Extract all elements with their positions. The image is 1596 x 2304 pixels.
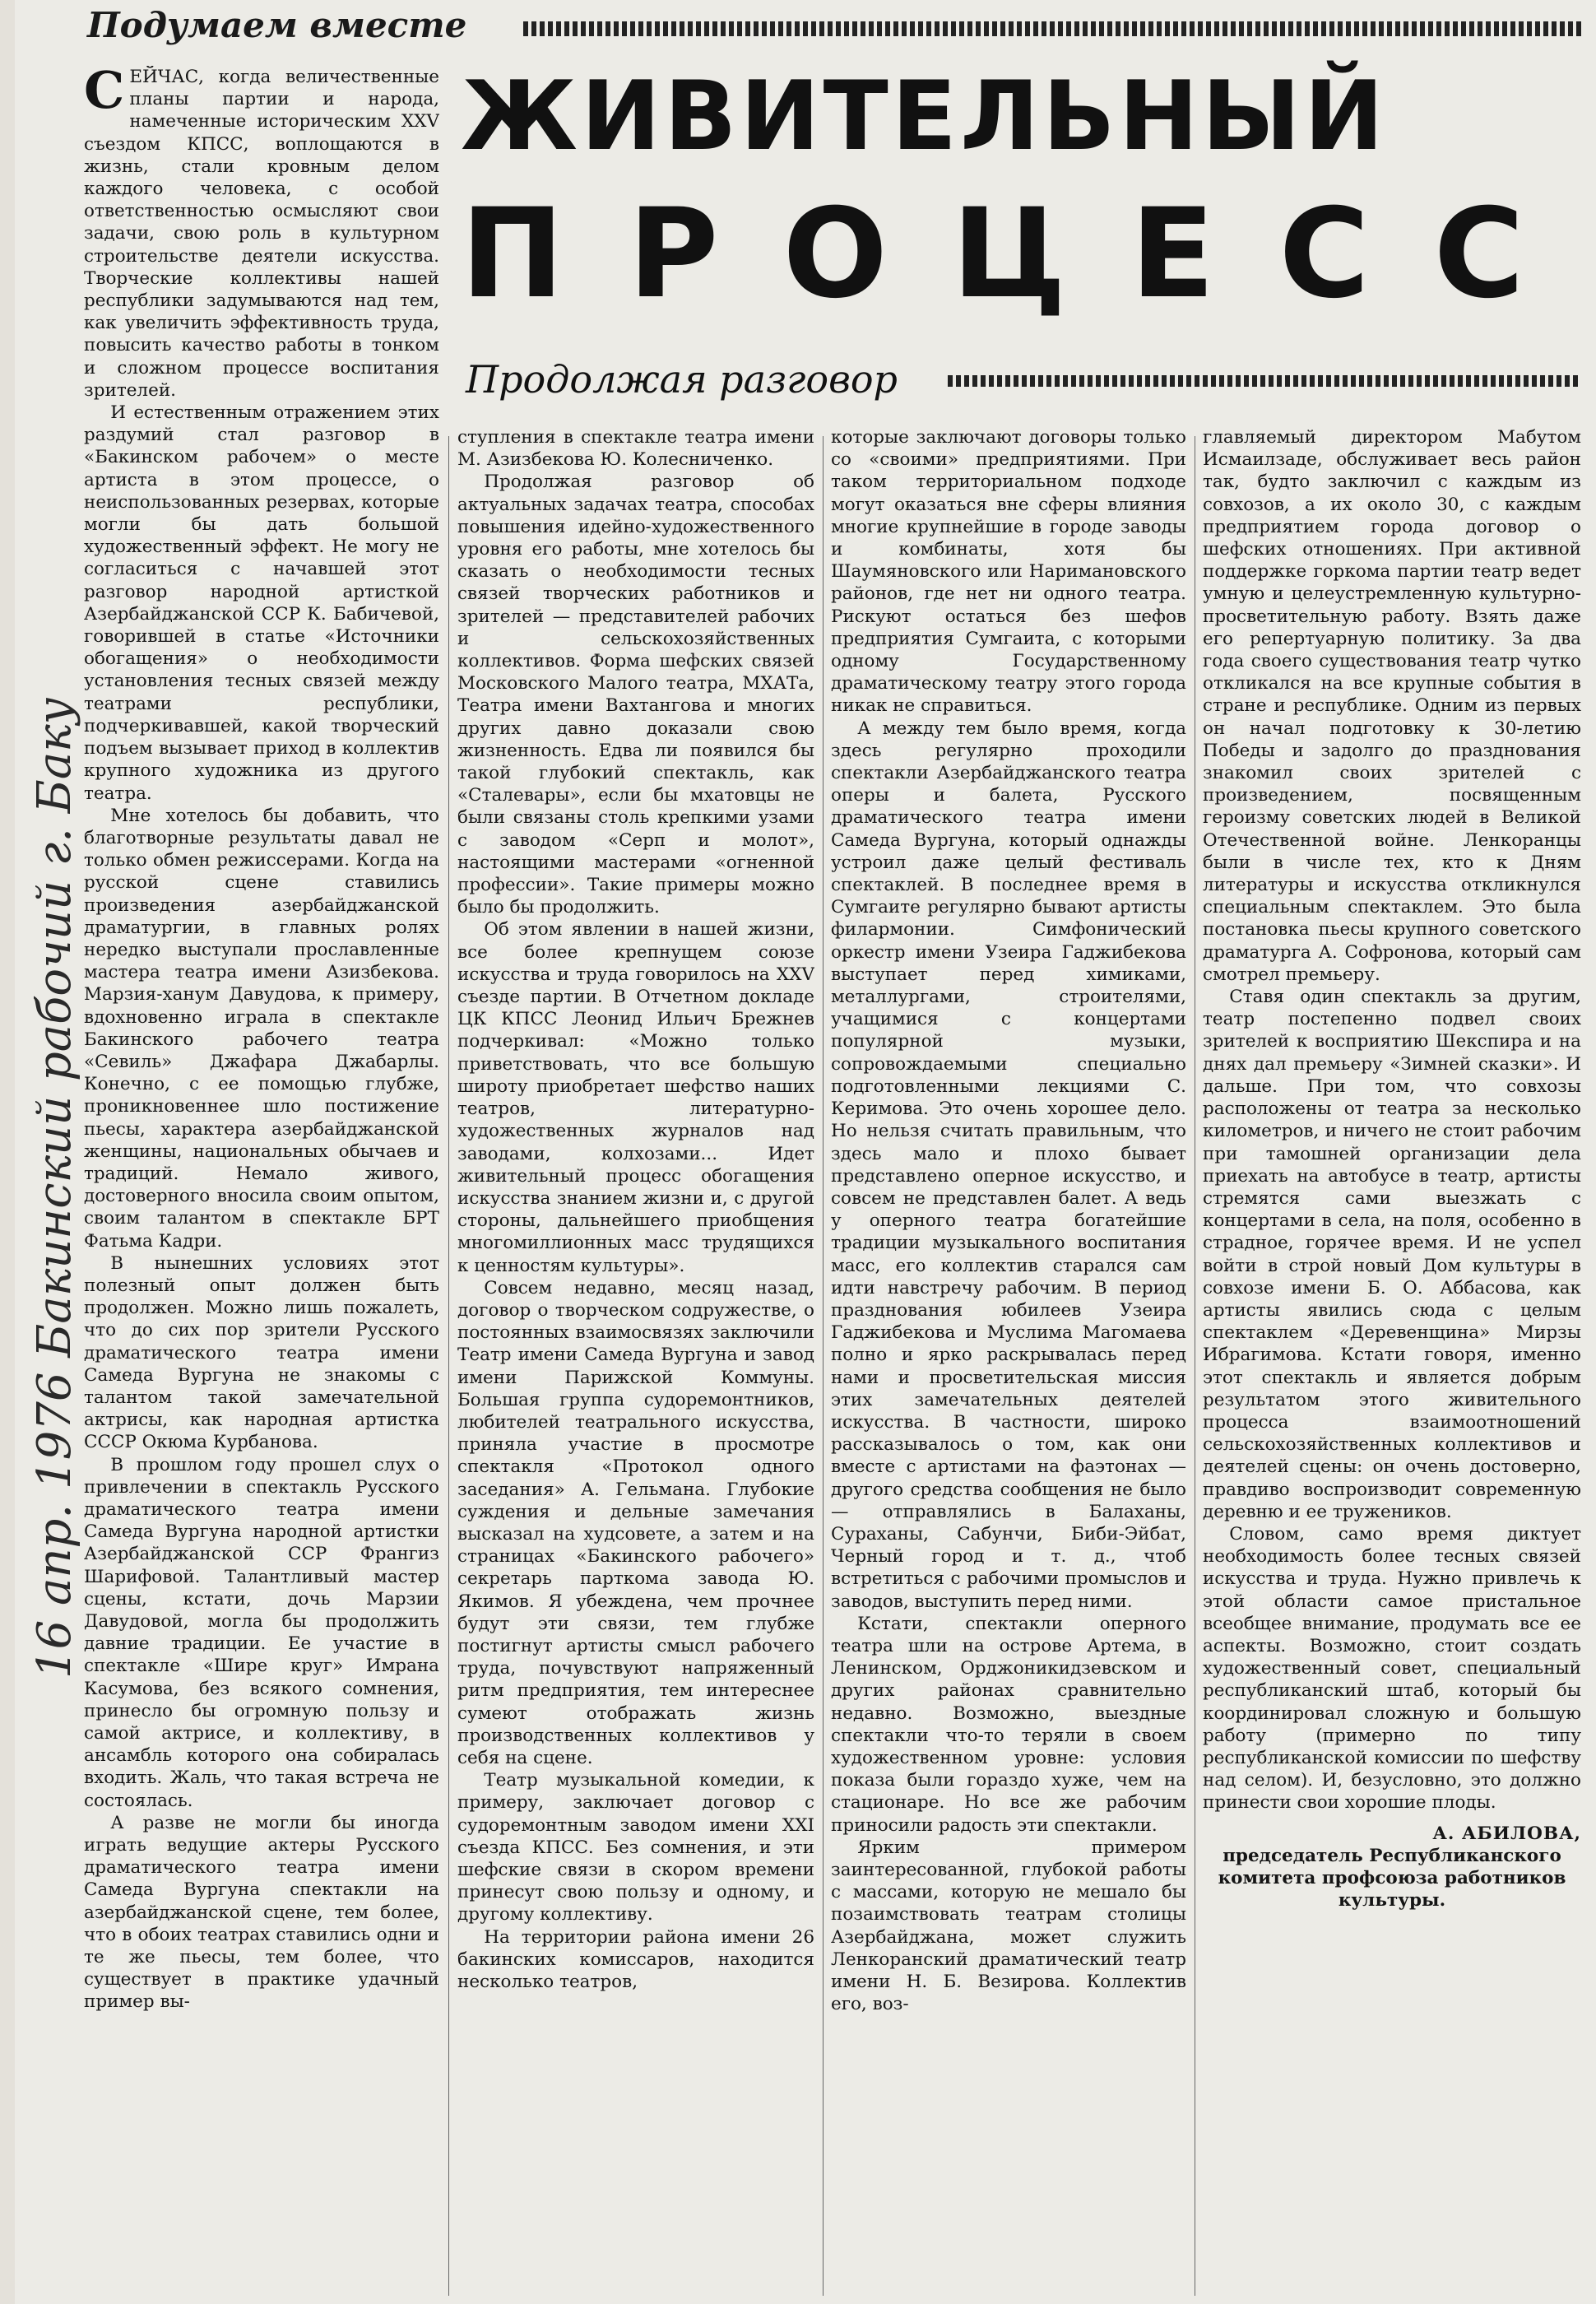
article-paragraph: Ярким примером заинтересованной, глубокой работы с массами, которую не мешало бы позаимствовать театрам столицы Азербайджана, может служить Ленкоранский драматический театр имени Н. Б. Везирова. Коллектив его, воз-: [831, 1837, 1186, 2015]
column-divider: [823, 436, 824, 2296]
article-paragraph: Театр музыкальной комедии, к примеру, заключает договор с судоремонтным заводом имени XXI съезда КПСС. Без сомнения, и эти шефские связи в скором времени принесут свою пользу и одному, и другому коллективу.: [457, 1770, 814, 1925]
article-paragraph: Совсем недавно, месяц назад, договор о творческом содружестве, о постоянных взаимосвязях заключили Театр имени Самеда Вургуна и завод имени Парижской Коммуны. Большая группа судоремонтников, любителей театрального искусства, приняла участие в просмотре спектакля «Протокол одного заседания» А. Гельмана. Глубокие суждения и дельные замечания высказал на худсовете, а затем и на страницах «Бакинского рабочего» секретарь парткома завода Ю. Якимов. Я убеждена, чем прочнее будут эти связи, тем глубже постигнут артисты смысл рабочего труда, почувствуют напряженный ритм предприятия, тем интереснее сумеют отображать жизнь производственных коллективов у себя на сцене.: [457, 1277, 814, 1768]
article-paragraph: Словом, само время диктует необходимость более тесных связей искусства и труда. Нужно привлечь к этой области самое пристальное всеобщее внимание, продумать все ее аспекты. Возможно, стоит создать художественный совет, специальный республиканский штаб, который бы координировал сложную и большую работу (примерно по типу республиканской комиссии по шефству над селом). И, безусловно, это должно принести свои хорошие плоды.: [1203, 1523, 1581, 1814]
article-paragraph: В нынешних условиях этот полезный опыт должен быть продолжен. Можно лишь пожалеть, что до сих пор зрители Русского драматического театра имени Самеда Вургуна не знакомы с талантом такой замечательной актрисы, как народная артистка СССР Окюма Курбанова.: [84, 1252, 439, 1453]
article-paragraph: На территории района имени 26 бакинских комиссаров, находится несколько театров,: [457, 1926, 814, 1993]
author-title: председатель Республиканского комитета профсоюза работников культуры.: [1218, 1845, 1566, 1911]
author-signature: А. АБИЛОВА,: [1432, 1823, 1581, 1844]
article-paragraph: А разве не могли бы иногда играть ведущие актеры Русского драматического театра имени Самеда Вургуна спектакли на азербайджанской сцене, тем более, что в обоих театрах ставились одни и те же пьесы, тем более, что существует в практике удачный пример вы-: [84, 1812, 439, 2013]
subheadline: Продолжая разговор: [466, 357, 898, 402]
rubric-title: Подумаем вместе: [87, 5, 467, 45]
headline-line-1: ЖИВИТЕЛЬНЫЙ: [461, 61, 1388, 172]
subhead-rule: [948, 375, 1581, 387]
article-paragraph: Мне хотелось бы добавить, что благотворные результаты давал не только обмен режиссерами. Когда на русской сцене ставились произведения азербайджанской драматургии, в главных ролях нередко выступали прославленные мастера театра имени Азизбекова. Марзия-ханум Давудова, к примеру, вдохновенно играла в спектакле Бакинского рабочего театра «Севиль» Джафара Джабарлы. Конечно, с ее помощью глубже, проникновеннее шло постижение пьесы, характера азербайджанской женщины, национальных обычаев и традиций. Немало живого, достоверного вносила своим опытом, своим талантом в спектакле БРТ Фатьма Кадри.: [84, 805, 439, 1252]
article-column-1: [84, 66, 439, 2297]
article-paragraph: И естественным отражением этих раздумий стал разговор в «Бакинском рабочем» о месте артиста в этом процессе, о неиспользованных резервах, которые могли бы дать большой художественный эффект. Не могу не согласиться с начавшей этот разговор народной артисткой Азербайджанской ССР К. Бабичевой, говорившей в статье «Источники обогащения» о необходимости установления тесных связей между театрами республики, подчеркивавшей, какой творческий подъем вызывает приход в коллектив крупного художника из другого театра.: [84, 402, 439, 804]
drop-cap: С: [84, 66, 125, 120]
article-paragraph: А между тем было время, когда здесь регулярно проходили спектакли Азербайджанского театра оперы и балета, Русского драматического театра имени Самеда Вургуна, который однажды устроил даже целый фестиваль спектаклей. В последнее время в Сумгаите регулярно бывают артисты филармонии. Симфонический оркестр имени Узеира Гаджибекова выступает перед химиками, металлургами, строителями, учащимися с концертами популярной музыки, сопровождаемыми специально подготовленными лекциями С. Керимова. Это очень хорошее дело. Но нельзя считать правильным, что здесь мало и плохо бывает представлено оперное искусство, и совсем не представлен балет. А ведь у оперного театра богатейшие традиции музыкального воспитания масс, его коллектив старался сам идти навстречу рабочим. В период празднования юбилеев Узеира Гаджибекова и Муслима Магомаева полно и ярко раскрывалась перед нами и просветительская миссия этих замечательных деятелей искусства. В частности, широко рассказывалось о том, как они вместе с артистами на фаэтонах — другого средства сообщения не было — отправлялись в Балаханы, Сураханы, Сабунчи, Биби-Эйбат, Черный город и т. д., чтоб встретиться с рабочими промыслов и заводов, выступить перед ними.: [831, 718, 1186, 1612]
article-paragraph: ступления в спектакле театра имени М. Азизбекова Ю. Колесниченко.: [457, 427, 814, 471]
article-paragraph: Кстати, спектакли оперного театра шли на острове Артема, в Ленинском, Орджоникидзевском и других районах сравнительно недавно. Возможно, выездные спектакли что-то теряли в своем художественном уровне: условия показа были гораздо хуже, чем на стационаре. Но все же рабочим приносили радость эти спектакли.: [831, 1613, 1186, 1836]
handwritten-margin-note: 16 апр. 1976 Бакинский рабочий г. Баку: [28, 697, 81, 1679]
article-column-4: [1203, 426, 1581, 2297]
article-paragraph: Ставя один спектакль за другим, театр постепенно подвел своих зрителей к восприятию Шекспира и на днях дал премьеру «Зимней сказки». И дальше. При том, что совхозы расположены от театра за несколько километров, и ничего не стоит рабочим при тамошней организации дела приехать на автобусе в театр, артисты стремятся сами выезжать с концертами в села, на поля, особенно в страдное, горячее время. И не успел войти в строй новый Дом культуры в совхозе имени Б. О. Аббасова, как артисты явились сюда с целым спектаклем «Деревенщина» Мирзы Ибрагимова. Кстати говоря, именно этот спектакль и является добрым результатом этого живительного процесса взаимоотношений сельскохозяйственных коллективов и деятелей сцены: он очень достоверно, правдиво воспроизводит современную деревню и ее тружеников.: [1203, 987, 1581, 1522]
article-paragraph: Об этом явлении в нашей жизни, все более крепнущем союзе искусства и труда говорилось на XXV съезде партии. В Отчетном докладе ЦК КПСС Леонид Ильич Брежнев подчеркивал: «Можно только приветствовать, что все большую широту приобретает шефство наших театров, литературно-художественных журналов над заводами, колхозами... Идет живительный процесс обогащения искусства знанием жизни и, с другой стороны, дальнейшего приобщения многомиллионных масс трудящихся к ценностям культуры».: [457, 919, 814, 1276]
article-column-2: [457, 426, 814, 2297]
article-paragraph: В прошлом году прошел слух о привлечении в спектакль Русского драматического театра имени Самеда Вургуна народной артистки Азербайджанской ССР Франгиз Шарифовой. Талантливый мастер сцены, кстати, дочь Марзии Давудовой, могла бы продолжить давние традиции. Ее участие в спектакле «Шире круг» Имрана Касумова, без всякого сомнения, принесло бы огромную пользу и самой актрисе, и коллективу, в ансамбль которого она собиралась входить. Жаль, что такая встреча не состоялась.: [84, 1454, 439, 1811]
article-paragraph: Продолжая разговор об актуальных задачах театра, способах повышения идейно-художественного уровня его работы, мне хотелось бы сказать о необходимости тесных связей творческих работников и зрителей — представителей рабочих и сельскохозяйственных коллективов. Форма шефских связей Московского Малого театра, МХАТа, Театра имени Вахтангова и многих других давно доказали свою жизненность. Едва ли появился бы такой глубокий спектакль, как «Сталевары», если бы мхатовцы не были связаны столь крепкими узами с заводом «Серп и молот», настоящими мастерами «огненной профессии». Такие примеры можно было бы продолжить.: [457, 471, 814, 918]
rubric-rule: [523, 21, 1581, 36]
article-paragraph: СЕЙЧАС, когда величественные планы партии и народа, намеченные историческим XXV съездом КПСС, воплощаются в жизнь, стали кровным делом каждого человека, с особой ответственностью осмысляют свои задачи, свою роль в культурном строительстве деятели искусства. Творческие коллективы нашей республики задумываются над тем, как увеличить эффективность труда, повысить качество работы в тонком и сложном процессе воспитания зрителей.: [84, 66, 439, 401]
article-paragraph: которые заключают договоры только со «своими» предприятиями. При таком территориальном подходе могут оказаться вне сферы влияния многие крупнейшие в городе заводы и комбинаты, хотя бы Шаумяновского или Наримановского районов, где нет ни одного театра. Рискуют остаться без шефов предприятия Сумгаита, с которыми одному Государственному драматическому театру этого города никак не справиться.: [831, 427, 1186, 717]
article-column-3: [831, 426, 1186, 2297]
article-paragraph: главляемый директором Мабутом Исмаилзаде, обслуживает весь район так, будто заключил с каждым из совхозов, а их около 30, с каждым предприятием города договор о шефских отношениях. При активной поддержке горкома партии театр ведет умную и целеустремленную культурно-просветительную работу. Взять даже его репертуарную политику. За два года своего существования театр чутко откликался на все крупные события в стране и республике. Одним из первых он начал подготовку к 30-летию Победы и задолго до празднования знакомил своих зрителей с произведением, посвященным героизму советских людей в Великой Отечественной войне. Ленкоранцы были в числе тех, кто к Дням литературы и искусства откликнулся специальным спектаклем. Это была постановка пьесы крупного советского драматурга А. Софронова, который сам смотрел премьеру.: [1203, 427, 1581, 985]
column-divider: [448, 436, 449, 2296]
headline-line-2: ПРОЦЕСС: [461, 183, 1589, 326]
